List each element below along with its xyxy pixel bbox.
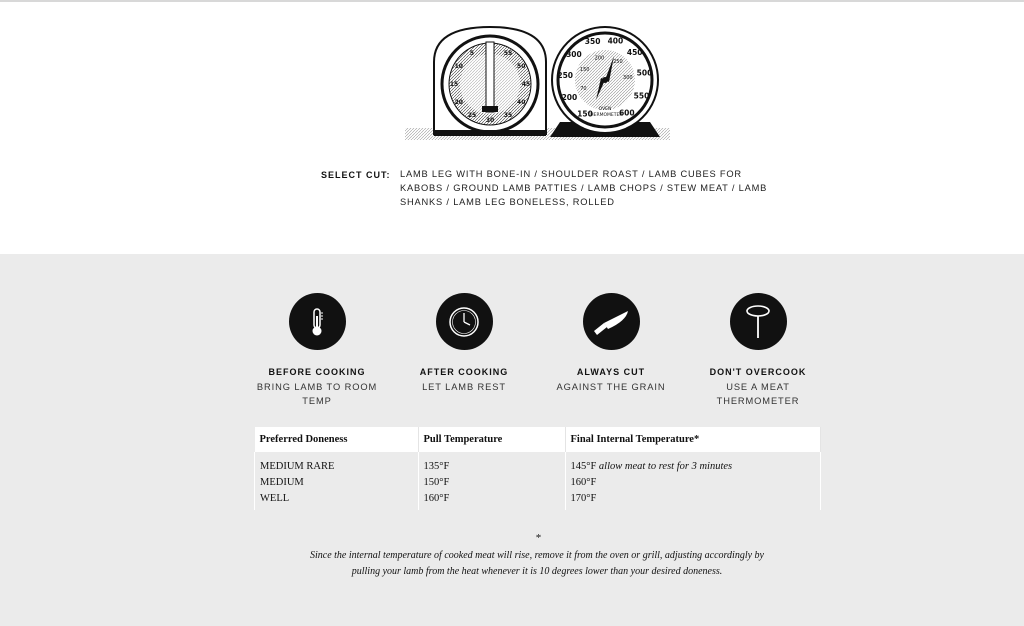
thermometer-label: OVEN [598,107,612,112]
tip-subtitle: BRING LAMB TO ROOM TEMP [256,382,378,406]
footnote-text: Since the internal temperature of cooked meat will rise, remove it from the oven or grill, adjusting accordingly by pulling your lamb from the heat whenever it is 10 degrees lower than your desired doneness. [310,550,764,577]
dial-number: 450 [626,48,643,58]
tip-title: AFTER COOKING [419,367,509,377]
cut-separator: / [577,183,588,193]
dial-number: 30 [485,117,495,124]
cut-link[interactable]: SHOULDER ROAST [541,169,639,179]
cut-separator: / [530,169,542,179]
final-temp-note: allow meat to rest for 3 minutes [598,460,733,472]
cut-link[interactable]: GROUND LAMB PATTIES [453,183,578,193]
cut-link[interactable]: LAMB CUBES FOR KABOBS [400,169,742,193]
dial-number: 250 [557,70,574,80]
doneness-cell: MEDIUM RARE [255,452,419,474]
doneness-cell: MEDIUM [255,474,419,490]
dial-number: 150 [577,109,593,119]
tip-icon-circle [583,293,640,350]
cut-link[interactable]: LAMB LEG WITH BONE-IN [400,169,531,179]
cut-separator: / [728,183,739,193]
dial-number: 55 [503,49,513,57]
cut-list [400,167,770,209]
final-temp-cell: 160°F [565,474,821,490]
final-temp-cell [565,452,821,474]
tip-icon-circle [730,293,787,350]
column-header-final: Final Internal Temperature* [565,427,821,452]
table-row [255,474,821,490]
cut-link[interactable]: LAMB CHOPS [587,183,657,193]
dial-number: 20 [454,99,463,106]
select-cut-label: SELECT CUT: [321,170,391,180]
tip-icon-circle [436,293,493,350]
meat-thermometer-icon [743,303,773,341]
dial-number: 400 [607,36,624,46]
thermometer-label: THERMOMETER [587,113,623,118]
tip-title: BEFORE COOKING [268,367,366,377]
table-row [255,490,821,510]
tip-after-cooking [394,293,534,395]
pull-temp-cell: 150°F [418,474,565,490]
tip-dont-overcook [688,293,828,408]
pull-temp-cell: 135°F [418,452,565,474]
dial-number: 200 [561,93,578,103]
column-header-pull: Pull Temperature [418,427,565,452]
cut-link[interactable]: LAMB LEG BONELESS, ROLLED [453,197,615,207]
tip-before-cooking [247,293,387,408]
dial-number: 350 [584,37,601,46]
footnote-marker: * [535,532,542,544]
dial-number: 300 [566,49,582,59]
tip-subtitle: AGAINST THE GRAIN [556,382,666,392]
dial-number: 200 [594,55,605,62]
final-temp-value: 145°F [570,460,597,472]
cut-separator: / [638,169,649,179]
dial-number: 5 [469,49,475,57]
hero-section [0,2,1024,254]
cut-separator: / [443,197,454,207]
dial-number: 550 [633,91,650,101]
tip-icon-circle [289,293,346,350]
dial-number: 50 [517,63,526,70]
dial-number: 300 [623,74,633,81]
doneness-cell: WELL [255,490,419,510]
doneness-temperature-table [254,427,821,510]
dial-number: 250 [613,58,623,65]
tip-subtitle: LET LAMB REST [422,382,506,392]
dial-number: 600 [618,108,635,118]
thermometer-icon [304,307,330,337]
tip-always-cut [541,293,681,395]
cut-separator: / [656,183,667,193]
pull-temp-cell: 160°F [418,490,565,510]
dial-number: 150 [579,67,590,74]
cut-link[interactable]: LAMB SHANKS [400,183,768,207]
cut-link[interactable]: STEW MEAT [666,183,729,193]
dial-number: 70 [580,85,587,92]
kitchen-timer-icon [434,27,546,136]
tip-title: ALWAYS CUT [576,367,646,377]
dial-number: 15 [449,81,459,88]
dial-number: 500 [636,68,653,78]
tip-title: DON'T OVERCOOK [709,367,807,377]
column-header-doneness: Preferred Doneness [255,427,419,452]
clock-icon [447,305,481,339]
dial-number: 10 [454,63,463,70]
cut-separator: / [443,183,454,193]
knife-icon [590,307,632,337]
table-row [255,452,821,474]
timer-and-oven-thermometer-illustration [400,22,675,147]
dial-number: 35 [503,112,513,120]
oven-thermometer-icon [550,27,660,137]
final-temp-cell: 170°F [565,490,821,510]
dial-number: 45 [521,81,531,88]
dial-number: 40 [517,99,526,106]
tip-subtitle: USE A MEAT THERMOMETER [716,382,800,406]
dial-number: 25 [467,112,477,120]
table-header-row [255,427,821,452]
